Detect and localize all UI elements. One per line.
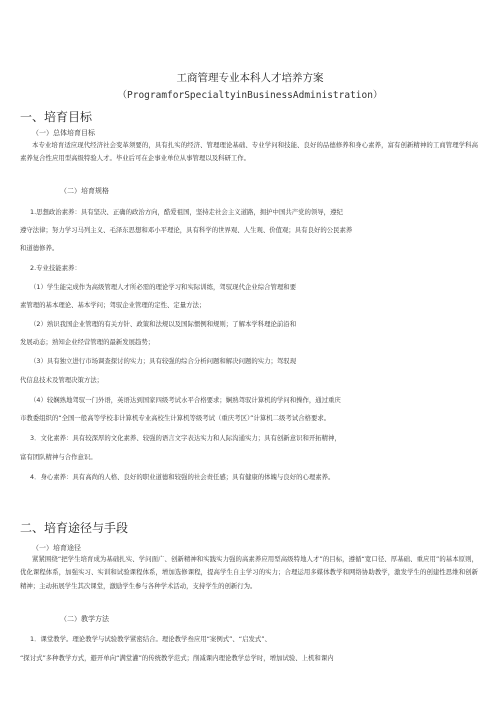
section-1-heading: 一、培育目标 — [20, 110, 93, 124]
item4-line1: 4．身心素养：具有高尚的人格、良好的职业道德和较强的社会责任感；具有健康的体魄与良好的心理素养。 — [30, 473, 335, 481]
section-1-sub2-heading: （二）培育规格 — [60, 187, 109, 195]
item2d-line2: 市教委组织的“全国一般高等学校非计算机专业高校生计算机等级考试（重庆考区）”计算机二级考试合格要求。 — [20, 414, 331, 422]
page-subtitle: （ProgramforSpecialtyinBusinessAdministration） — [117, 90, 383, 101]
method1-line2: “探讨式”多种教学方式，避开单向“满堂灌”的传统教学范式；削减课内理论教学总学时，增加试验、上机和课内 — [20, 654, 334, 662]
item1-line1: 1.思想政治素养：具有坚决、正确的政治方向，酷爱祖国，坚持走社会主义道路，拥护中国共产党的领导，遵纪 — [30, 208, 343, 216]
item2a-line1: （1）学生能完成作为高级管理人才所必需的理论学习和实际训练，驾驭现代企业综合管理和要 — [30, 283, 297, 291]
item2-line1: 2.专业技能素养： — [30, 264, 81, 272]
section-2-sub1-text: 紧紧围绕“把学生培育成为基础扎实、学问面广、创新精神和实践实力强的高素养应用型高级特地人才”的目标，遵循“宽口径、厚基础、重应用”的基本原则，优化课程体系，加强实习、实训和试验课程体系，增加选修课程，提高学生自主学习的实力；合理运用多媒体教学和网络协助教学，激发学生的创建性思维和创新精神；主动拓展学生其次课堂，激励学生参与各种学术活动，支持学生的创新行为。 — [20, 555, 478, 590]
item3-line2: 富有团队精神与合作意识。 — [20, 453, 97, 461]
section-2-heading: 二、培育途径与手段 — [20, 521, 129, 535]
item2a-line2: 素管理的基本理论、基本学问；驾驭企业管理的定性、定量方法； — [20, 301, 206, 309]
item2b-line2: 发展动态；熟知企业经营管理的最新发展趋势； — [20, 338, 155, 346]
item1-line2: 遵守法律；努力学习马列主义、毛泽东思想和邓小平理论，具有科学的世界观、人生观、价值观；具有良好的公民素养 — [20, 226, 353, 234]
section-1-sub1-text: 本专业培育适应现代经济社会变革须要的，具有扎实的经济、管理理论基础、专业学问和技能、良好的品德修养和身心素养，富有创新精神的工商管理学科高素养复合性应用型高级特验人才。毕业后可在企事业单位从事管理以及科研工作。 — [20, 141, 478, 163]
item1-line3: 和道德修养。 — [20, 244, 59, 252]
item2c-line1: （3）具有独立进行市场调查探讨的实力；具有较强的综合分析问题和解决问题的实力；驾驭现 — [30, 357, 297, 365]
page-title: 工商管理专业本科人才培养方案 — [176, 72, 324, 84]
section-1-sub1-heading: （一）总体培育目标 — [32, 129, 95, 137]
item3-line1: 3．文化素养：具有较深厚的文化素养、较强的语言文字表达实力和人际沟通实力；具有创新意识和开拓精神， — [30, 434, 341, 442]
item2b-line1: （2）熟识我国企业管理的有关方针、政策和法规以及国际惯例和规则；了解本学科理论前沿和 — [30, 320, 297, 328]
item2d-line1: （4）较娴熟地驾驭一门外语，英语达到国家四级考试水平合格要求；娴熟驾驭计算机的学问和操作，通过重庆 — [30, 396, 341, 404]
section-2-sub2-heading: （二）教学方法 — [60, 615, 109, 623]
method1-line1: 1．课堂教学。理论教学与试验教学紧密结合。理论教学叁应用“案例式”、“启发式”、 — [30, 635, 271, 643]
section-2-sub1-heading: （一）培育途径 — [32, 544, 81, 552]
item2c-line2: 代信息技术及管理决策方法； — [20, 376, 104, 384]
